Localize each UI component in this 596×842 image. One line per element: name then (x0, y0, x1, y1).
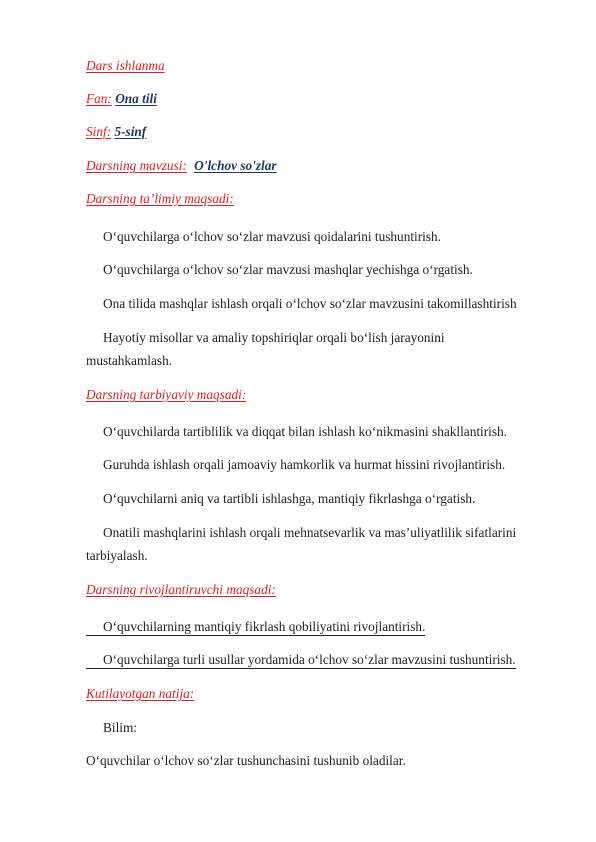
topic-value: O'lchov so'zlar (194, 158, 277, 173)
educational-goal-item: Hayotiy misollar va amaliy topshiriqlar orqali bo‘lish jarayonini (103, 330, 445, 345)
document-title: Dars ishlanma (86, 58, 165, 73)
grade-value: 5-sinf (114, 124, 147, 139)
developmental-goal-item (86, 652, 516, 669)
subject-line (86, 91, 157, 107)
developmental-goal-heading: Darsning rivojlantiruvchi maqsadi: (86, 582, 276, 597)
upbringing-goal-item-continuation: tarbiyalash. (86, 548, 148, 563)
topic-line (86, 158, 277, 174)
grade-label: Sinf: (86, 124, 112, 139)
expected-result-text: O‘quvchilar o‘lchov so‘zlar tushunchasini tushunib oladilar. (86, 753, 406, 768)
educational-goal-item: Ona tilida mashqlar ishlash orqali o‘lchov so‘zlar mavzusini takomillashtirish (103, 296, 517, 311)
upbringing-goal-item: O‘quvchilarni aniq va tartibli ishlashga, mantiqiy fikrlashga o‘rgatish. (103, 491, 476, 506)
developmental-goal-text: O‘quvchilarning mantiqiy fikrlash qobiliyatini rivojlantirish. (103, 619, 426, 634)
subject-value: Ona tili (115, 91, 157, 106)
developmental-goal-text: O‘quvchilarga turli usullar yordamida o‘lchov so‘zlar mavzusini tushuntirish. (103, 652, 516, 667)
topic-label: Darsning mavzusi: (86, 158, 187, 173)
developmental-goal-item (86, 619, 425, 636)
subject-label: Fan: (86, 91, 112, 106)
educational-goal-item-continuation: mustahkamlash. (86, 353, 173, 368)
upbringing-goal-item: Onatili mashqlarini ishlash orqali mehnatsevarlik va mas’uliyatlilik sifatlarini (103, 525, 517, 540)
knowledge-label: Bilim: (103, 720, 137, 735)
educational-goal-item: O‘quvchilarga o‘lchov so‘zlar mavzusi qoidalarini tushuntirish. (103, 229, 442, 244)
educational-goal-item: O‘quvchilarga o‘lchov so‘zlar mavzusi mashqlar yechishga o‘rgatish. (103, 262, 473, 277)
grade-line (86, 124, 146, 140)
educational-goal-heading: Darsning ta’limiy maqsadi: (86, 191, 234, 206)
expected-result-heading: Kutilayotgan natija: (86, 686, 195, 701)
upbringing-goal-item: Guruhda ishlash orqali jamoaviy hamkorlik va hurmat hissini rivojlantirish. (103, 457, 506, 472)
upbringing-goal-item: O‘quvchilarda tartiblilik va diqqat bilan ishlash ko‘nikmasini shakllantirish. (103, 424, 508, 439)
upbringing-goal-heading: Darsning tarbiyaviy maqsadi: (86, 387, 247, 402)
